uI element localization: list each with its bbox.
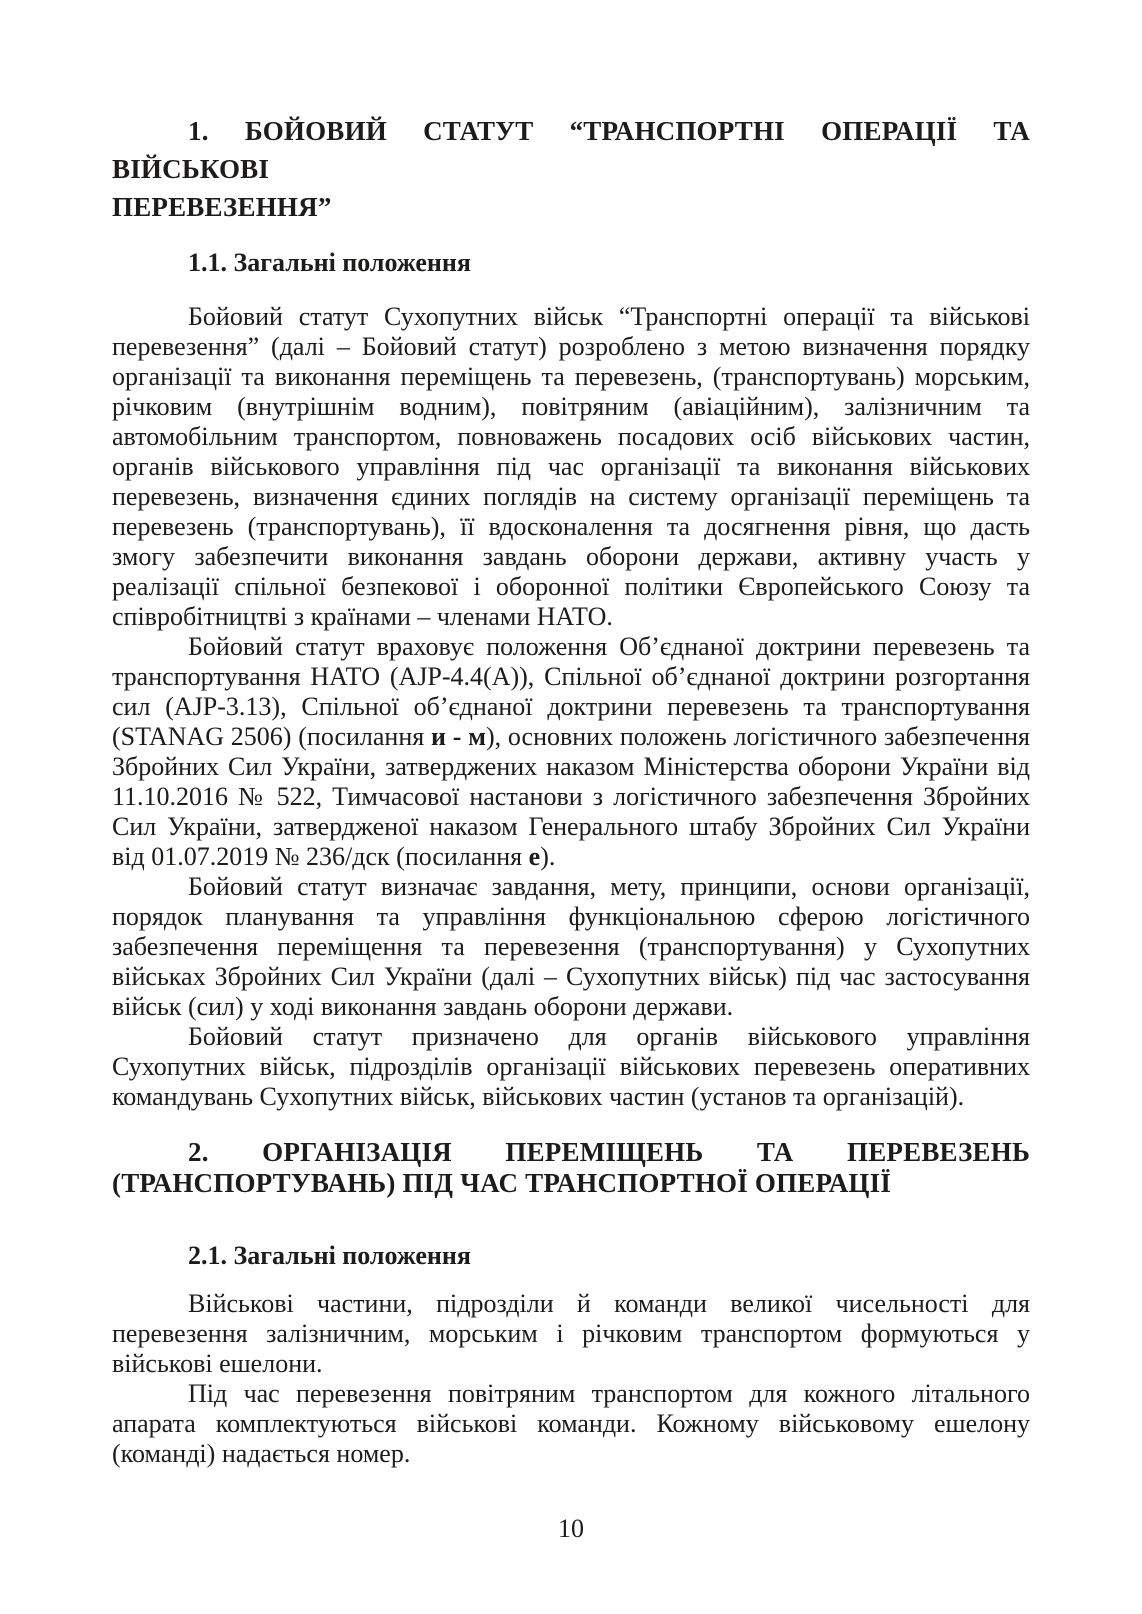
chapter-2-paragraph-1: Військові частини, підрозділи й команди великої чисельності для перевезення залізничним, морським і річковим транспортом формуються у військові ешелони. [112,1289,1030,1378]
chapter-1-paragraph-2-text: Бойовий статут враховує положення Об’єднаної доктрини перевезень та транспортування НАТО (AJP-4.4(A)), Спільної об’єднаної доктрини розгортання сил (AJP-3.13), Спільної об’єднаної доктрини перевезень та транспортування (STANAG 2506) (посилання [112,632,1030,751]
section-2-1-heading: 2.1. Загальні положення [188,1241,471,1270]
chapter-1-paragraph-4: Бойовий статут призначено для органів військового управління Сухопутних військ, підрозділів організації військових перевезень оперативних командувань Сухопутних військ, військових частин (установ та організацій). [112,1022,1030,1111]
chapter-1-paragraph-3: Бойовий статут визначає завдання, мету, принципи, основи організації, порядок планування та управління функціональною сферою логістичного забезпечення переміщення та перевезення (транспортування) у Сухопутних військах Збройних Сил України (далі – Сухопутних військ) під час застосування військ (сил) у ході виконання завдань оборони держави. [112,872,1030,1021]
chapter-2-heading-line-2: (ТРАНСПОРТУВАНЬ) ПІД ЧАС ТРАНСПОРТНОЇ ОПЕРАЦІЇ [112,1168,892,1198]
chapter-1-heading-line-1: 1. БОЙОВИЙ СТАТУТ “ТРАНСПОРТНІ ОПЕРАЦІЇ ТА ВІЙСЬКОВІ [112,116,1030,184]
chapter-1-heading [112,112,1030,226]
chapter-1-paragraph-2-text-mid: ), основних положень логістичного забезпечення Збройних Сил України, затверджених наказом Міністерства оборони України від 11.10.2016 № 522, Тимчасової настанови з логістичного забезпечення Збройних Сил України, затвердженої наказом Генерального штабу Збройних Сил України від 01.07.2019 № 236/дск (посилання [112,722,1030,871]
reference-letter-bold: е [528,842,541,871]
chapter-1-paragraph-1: Бойовий статут Сухопутних військ “Транспортні операції та військові перевезення” (далі – Бойовий статут) розроблено з метою визначення порядку організації та виконання переміщень та перевезень, (транспортувань) морським, річковим (внутрішнім водним), повітряним (авіаційним), залізничним та автомобільним транспортом, повноважень посадових осіб військових частин, органів військового управління під час організації та виконання військових перевезень, визначення єдиних поглядів на систему організації переміщень та перевезень (транспортувань), її вдосконалення та досягнення рівня, що дасть змогу забезпечити виконання завдань оборони держави, активну участь у реалізації спільної безпекової і оборонної політики Європейського Союзу та співробітництві з країнами – членами НАТО. [112,302,1030,631]
page-number: 10 [558,1514,584,1543]
chapter-2-heading [112,1137,1030,1199]
section-1-1-heading: 1.1. Загальні положення [188,248,471,277]
chapter-2-paragraph-2: Під час перевезення повітряним транспортом для кожного літального апарата комплектуються військові команди. Кожному військовому ешелону (команді) надається номер. [112,1379,1030,1468]
chapter-1-paragraph-2-text-end: ). [540,842,556,871]
reference-letters-bold: и - м [431,722,486,751]
chapter-1-heading-line-2: ПЕРЕВЕЗЕННЯ” [112,192,332,222]
chapter-1-paragraph-2 [112,632,1030,872]
chapter-2-heading-line-1: 2. ОРГАНІЗАЦІЯ ПЕРЕМІЩЕНЬ ТА ПЕРЕВЕЗЕНЬ [188,1137,1030,1167]
